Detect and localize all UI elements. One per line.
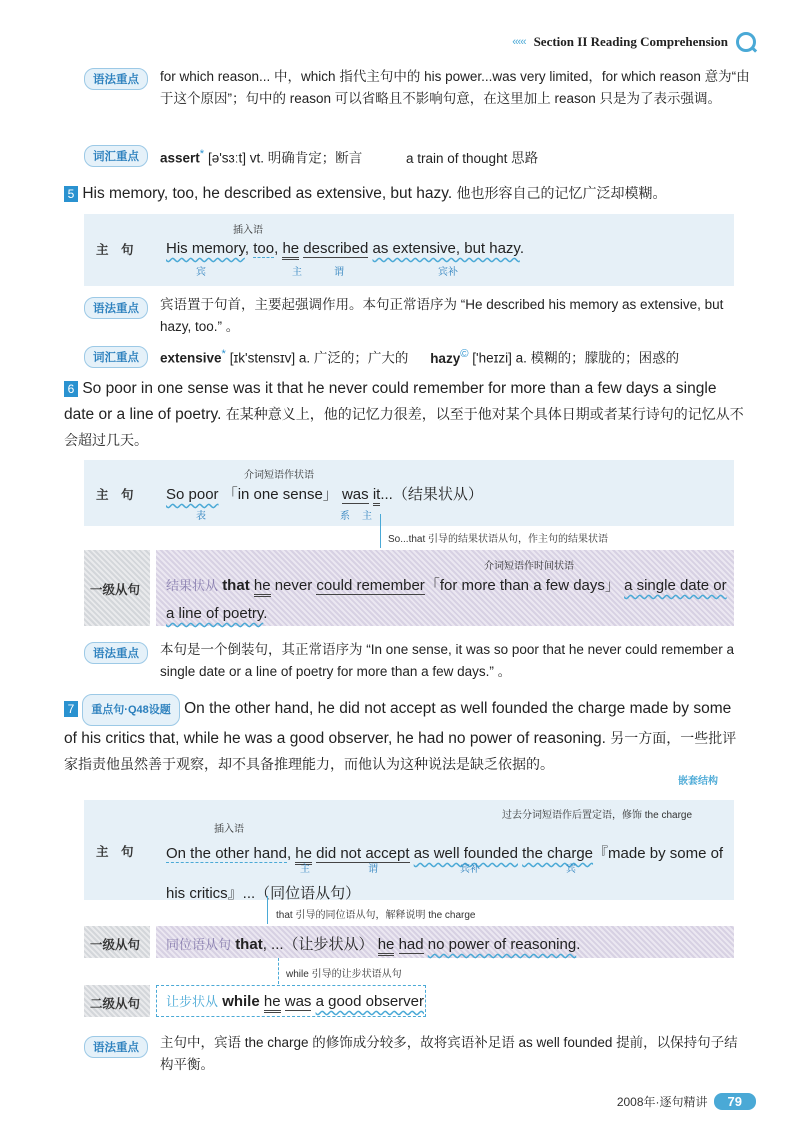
s7-insert-note: 插入语 <box>214 824 244 835</box>
s6-sub-label: 一级从句 <box>90 583 141 597</box>
s6-note: 介词短语作状语 <box>244 470 314 481</box>
sentence-number: 7 <box>64 701 78 717</box>
s7-sub2-label: 二级从句 <box>90 997 141 1011</box>
s5-box-label: 主 句 <box>96 243 134 257</box>
role-label: 主 <box>300 864 310 875</box>
role-label: 主 <box>292 267 302 278</box>
role-label: 谓 <box>334 267 344 278</box>
s6-main-clause: So poor 「in one sense」 was it...（结果状从） <box>166 483 483 504</box>
role-label: 表 <box>196 511 206 522</box>
s7-post-note: 过去分词短语作后置定语，修饰 the charge <box>502 810 693 821</box>
s6-sub-note: 介词短语作时间状语 <box>484 561 574 572</box>
section-title: Section II Reading Comprehension <box>533 34 728 49</box>
page-number: 79 <box>714 1093 756 1110</box>
role-label: 主 <box>362 511 372 522</box>
s4-vocab-line: assert* [ə'sɜːt] vt. 明确肯定；断言 a train of thought 思路 <box>160 148 539 166</box>
s6-sub-clause: 结果状从 that he never could remember「for more than a few days」 a single date or a line of poetry. <box>166 577 727 622</box>
s5-sentence: 5 His memory, too, he described as extensive, but hazy. 他也形容自己的记忆广泛却模糊。 <box>64 181 744 207</box>
sentence-number: 6 <box>64 381 78 397</box>
link-line <box>267 896 268 924</box>
s7-sub1-label: 一级从句 <box>90 938 141 952</box>
s5-vocab-tag: 词汇重点 <box>84 346 148 368</box>
role-label: 宾 <box>196 267 206 278</box>
s7-main-clause: On the other hand, he did not accept as well founded the charge『made by some of his critics』...（同位语从句） <box>166 845 724 902</box>
sentence-number: 5 <box>64 186 78 202</box>
s7-sub2-clause: 让步状从 while he was a good observer <box>166 991 424 1010</box>
s5-grammar-text: 宾语置于句首，主要起强调作用。本句正常语序为 “He described his memory as extensive, but hazy, too.” 。 <box>160 297 724 334</box>
s7-sub1-clause: 同位语从句 that, ...（让步状从） he had no power of reasoning. <box>166 933 580 954</box>
s7-box-label: 主 句 <box>96 845 134 859</box>
link-line <box>380 514 381 548</box>
key-sentence-tag: 重点句·Q48设题 <box>82 694 179 726</box>
s5-main-clause: His memory, too, he described as extensive, but hazy. <box>166 240 524 257</box>
s4-grammar-tag: 语法重点 <box>84 68 148 90</box>
s6-link-note: So...that 引导的结果状语从句，作主句的结果状语 <box>388 534 609 545</box>
vocab-phrase: a train of thought <box>406 150 508 166</box>
arrows-icon: ‹‹‹‹‹ <box>512 36 526 48</box>
role-label: 宾 <box>566 864 576 875</box>
link-dash-line <box>278 958 279 984</box>
s6-box-label: 主 句 <box>96 488 134 502</box>
s5-vocab-line: extensive* [ɪk'stensɪv] a. 广泛的；广大的 hazy© ['heɪzi] a. 模糊的；朦胧的；困惑的 <box>160 348 680 366</box>
role-label: 系 <box>340 511 350 522</box>
footer-text: 2008年·逐句精讲 <box>616 1095 708 1109</box>
s6-grammar-text: 本句是一个倒装句，其正常语序为 “In one sense, it was so poor that he never could remember a single date or a line of poetry for more than a few days.” 。 <box>160 642 734 679</box>
s5-insert-note: 插入语 <box>233 225 263 236</box>
s7-link2: while 引导的让步状语从句 <box>286 969 402 980</box>
s4-grammar-text: for which reason... 中，which 指代主句中的 his power...was very limited，for which reason 意为“由于这个原因”；句中的 reason 可以省略且不影响句意，在这里加上 reason 只是为了表示强调。 <box>160 69 750 106</box>
role-label: 谓 <box>368 864 378 875</box>
s6-grammar-tag: 语法重点 <box>84 642 148 664</box>
search-q-icon <box>736 32 756 52</box>
page-header <box>512 32 756 52</box>
s5-grammar-tag: 语法重点 <box>84 297 148 319</box>
role-label: 宾补 <box>438 267 458 278</box>
role-label: 宾补 <box>460 864 480 875</box>
s4-vocab-tag: 词汇重点 <box>84 145 148 167</box>
s7-grammar-tag: 语法重点 <box>84 1036 148 1058</box>
s6-sentence: 6 So poor in one sense was it that he never could remember for more than a few days a single date or a line of poetry. 在某种意义上，他的记忆力很差，以至于他对某个具体日期或者某行诗句的记忆从不会超过几天。 <box>64 380 744 449</box>
s7-link1: that 引导的同位语从句，解释说明 the charge <box>276 910 476 921</box>
s7-sentence: 7 重点句·Q48设题 On the other hand, he did not accept as well founded the charge made by some of his critics that, while he was a good observer, he had no power of reasoning. 另一方面，一些批评家指责他虽然善于观察，却不具备推理能力，而他认为这种说法是缺乏依据的。 <box>64 694 744 778</box>
page-footer <box>617 1093 756 1110</box>
vocab-word: assert <box>160 150 200 166</box>
structure-tag: 嵌套结构 <box>678 776 718 787</box>
s7-grammar-text: 主句中，宾语 the charge 的修饰成分较多，故将宾语补足语 as well founded 提前，以保持句子结构平衡。 <box>160 1035 738 1072</box>
